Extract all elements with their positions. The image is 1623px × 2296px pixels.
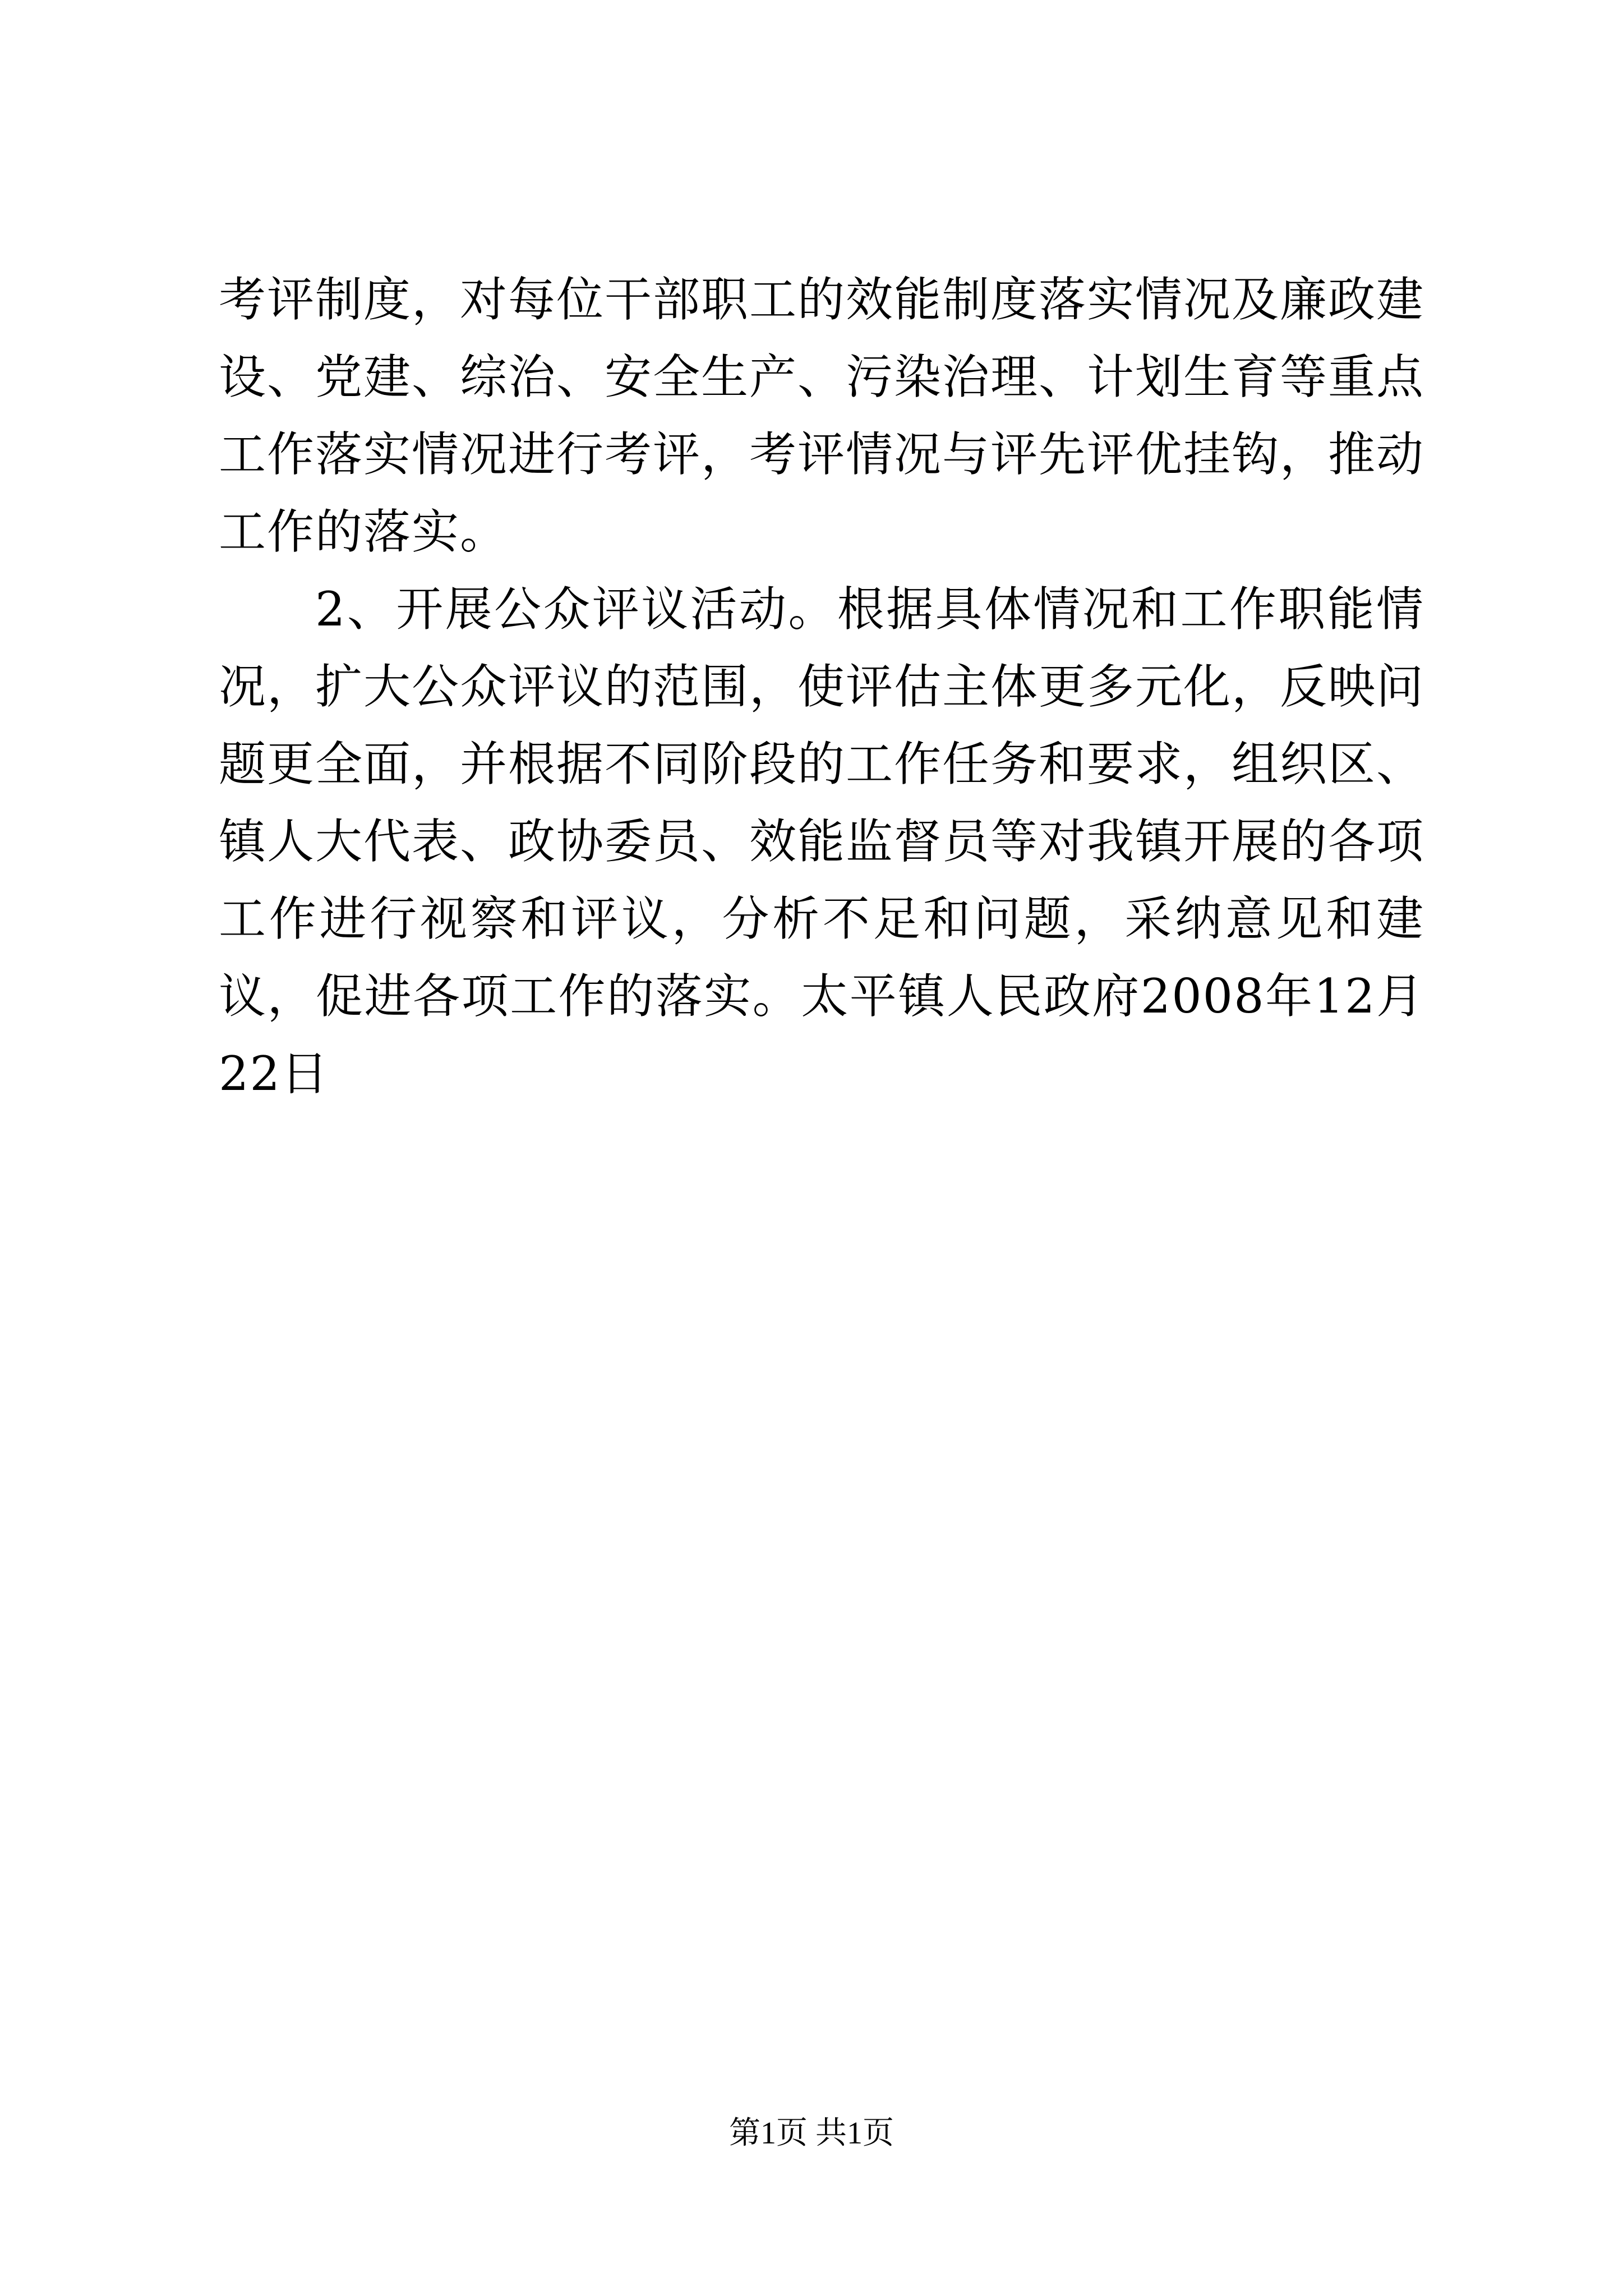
paragraph-2: 2、开展公众评议活动。根据具体情况和工作职能情况，扩大公众评议的范围，使评估主体更多元化，反映问题更全面，并根据不同阶段的工作任务和要求，组织区、镇人大代表、政协委员、效能监督员等对我镇开展的各项工作进行视察和评议，分析不足和问题，采纳意见和建议，促进各项工作的落实。太平镇人民政府2008年12月22日 [219, 582, 1425, 1101]
page-footer: 第1页 共1页 [729, 2116, 894, 2151]
paragraph-1: 考评制度，对每位干部职工的效能制度落实情况及廉政建设、党建、综治、安全生产、污染治理、计划生育等重点工作落实情况进行考评，考评情况与评先评优挂钩，推动工作的落实。 [219, 272, 1425, 559]
document-body [219, 261, 1424, 1112]
